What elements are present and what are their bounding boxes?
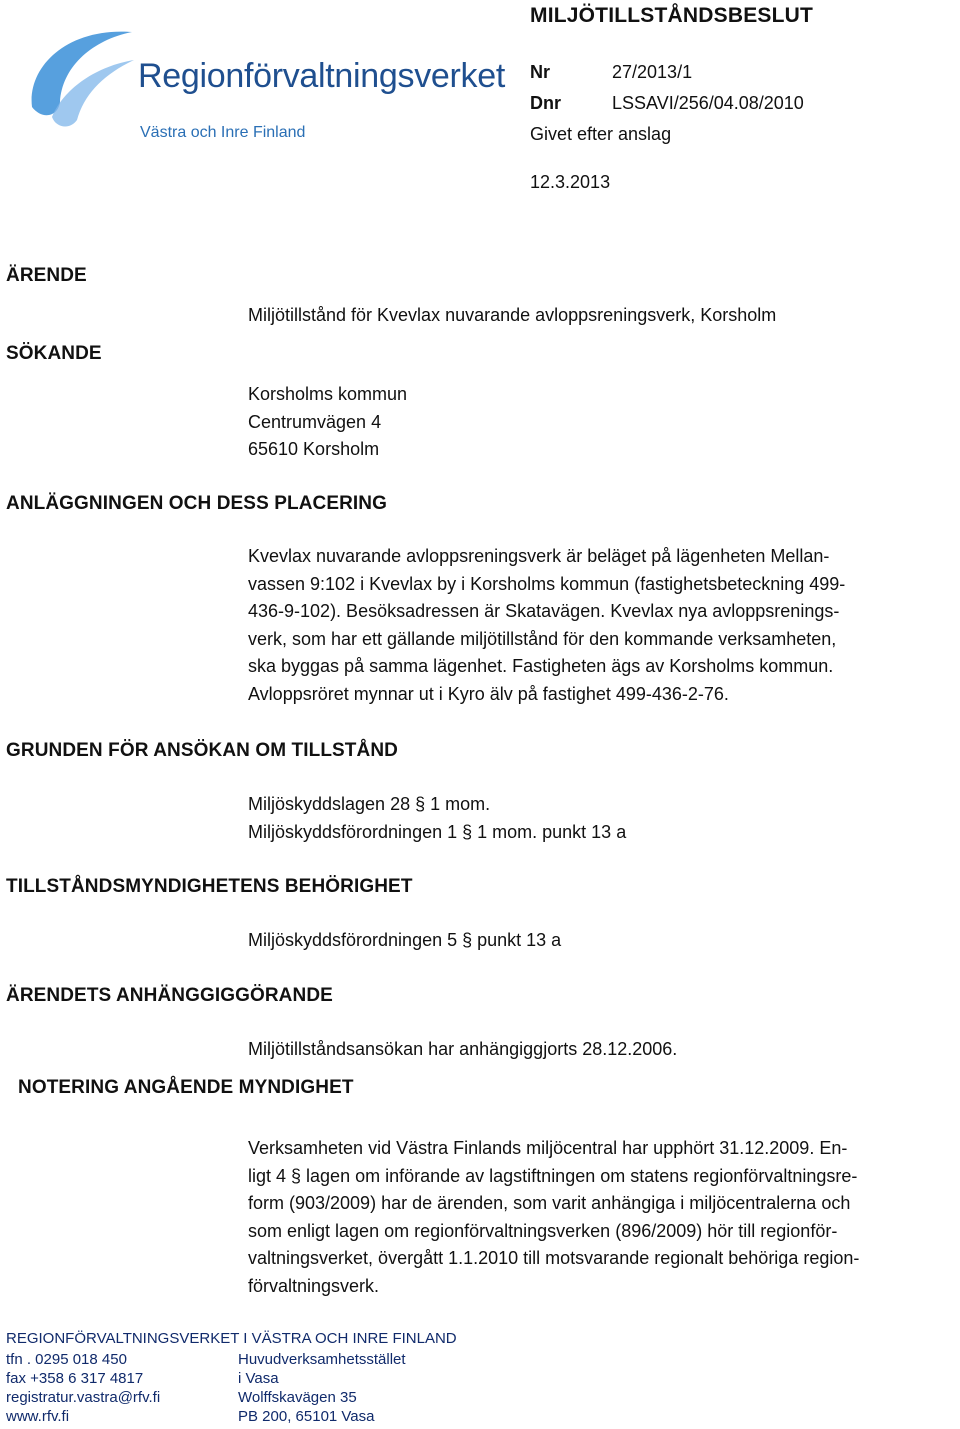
logo-wordmark: Regionförvaltningsverket: [138, 57, 505, 95]
paragraph-line: vassen 9:102 i Kvevlax by i Korsholms kommun (fastighetsbeteckning 499-: [248, 573, 846, 594]
nr-value: 27/2013/1: [612, 62, 693, 82]
paragraph-line: ligt 4 § lagen om införande av lagstiftningen om statens regionförvaltningsre-: [248, 1165, 858, 1186]
footer-city: i Vasa: [238, 1370, 279, 1387]
heading-arende: ÄRENDE: [6, 265, 87, 286]
dnr-value: LSSAVI/256/04.08/2010: [612, 93, 804, 113]
dnr-label: Dnr: [530, 93, 561, 113]
heading-anlaggningen: ANLÄGGNINGEN OCH DESS PLACERING: [6, 493, 388, 514]
paragraph-line: som enligt lagen om regionförvaltningsverken (896/2009) hör till regionför-: [248, 1220, 838, 1241]
footer-pobox: PB 200, 65101 Vasa: [238, 1408, 375, 1425]
paragraph-line: 436-9-102). Besöksadressen är Skatavägen. Kvevlax nya avloppsrenings-: [248, 601, 840, 621]
address-line: Korsholms kommun: [248, 384, 408, 404]
paragraph-line: förvaltningsverk.: [248, 1275, 380, 1296]
footer-phone: tfn . 0295 018 450: [6, 1351, 127, 1368]
footer-fax: fax +358 6 317 4817: [6, 1370, 144, 1387]
paragraph-line: Kvevlax nuvarande avloppsreningsverk är beläget på lägenheten Mellan-: [248, 546, 830, 566]
grunden-list: [248, 791, 626, 846]
nr-label: Nr: [530, 62, 551, 82]
heading-sokande: SÖKANDE: [6, 343, 102, 364]
legal-reference: Miljöskyddslagen 28 § 1 mom.: [248, 794, 491, 814]
paragraph-line: form (903/2009) har de ärenden, som varit anhängiga i miljöcentralerna och: [248, 1193, 851, 1213]
legal-reference: Miljöskyddsförordningen 1 § 1 mom. punkt 13 a: [248, 821, 627, 842]
heading-grunden: GRUNDEN FÖR ANSÖKAN OM TILLSTÅND: [6, 740, 398, 761]
behorighet-text: Miljöskyddsförordningen 5 § punkt 13 a: [248, 930, 562, 950]
footer-website: www.rfv.fi: [6, 1408, 70, 1425]
heading-behorighet: TILLSTÅNDSMYNDIGHETENS BEHÖRIGHET: [6, 876, 413, 897]
footer-email: registratur.vastra@rfv.fi: [6, 1389, 161, 1406]
footer-office: Huvudverksamhetsstället: [238, 1351, 406, 1368]
footer-org: REGIONFÖRVALTNINGSVERKET I VÄSTRA OCH INRE FINLAND: [6, 1330, 457, 1347]
paragraph-line: Verksamheten vid Västra Finlands miljöcentral har upphört 31.12.2009. En-: [248, 1138, 848, 1158]
notering-paragraph: [248, 1135, 859, 1300]
applicant-address: [248, 381, 407, 464]
address-line: Centrumvägen 4: [248, 411, 382, 432]
given-label: Givet efter anslag: [530, 124, 672, 144]
heading-anhangiggorande: ÄRENDETS ANHÄNGGIGGÖRANDE: [6, 985, 333, 1006]
paragraph-line: verk, som har ett gällande miljötillstånd för den kommande verksamheten,: [248, 628, 837, 649]
address-line: 65610 Korsholm: [248, 439, 380, 459]
paragraph-line: ska byggas på samma lägenhet. Fastigheten ägs av Korsholms kommun.: [248, 656, 834, 676]
swoosh-logo-icon: [22, 22, 142, 132]
document-type: MILJÖTILLSTÅNDSBESLUT: [530, 4, 814, 27]
anlaggningen-paragraph: [248, 543, 845, 708]
anhangig-text: Miljötillståndsansökan har anhängiggjorts 28.12.2006.: [248, 1039, 678, 1059]
decision-date: 12.3.2013: [530, 172, 611, 192]
footer-street: Wolffskavägen 35: [238, 1389, 357, 1406]
paragraph-line: valtningsverket, övergått 1.1.2010 till motsvarande regionalt behöriga region-: [248, 1248, 860, 1268]
logo-region: Västra och Inre Finland: [140, 124, 306, 141]
arende-text: Miljötillstånd för Kvevlax nuvarande avloppsreningsverk, Korsholm: [248, 305, 777, 325]
heading-notering: NOTERING ANGÅENDE MYNDIGHET: [18, 1077, 354, 1098]
paragraph-line: Avloppsröret mynnar ut i Kyro älv på fastighet 499-436-2-76.: [248, 683, 729, 704]
